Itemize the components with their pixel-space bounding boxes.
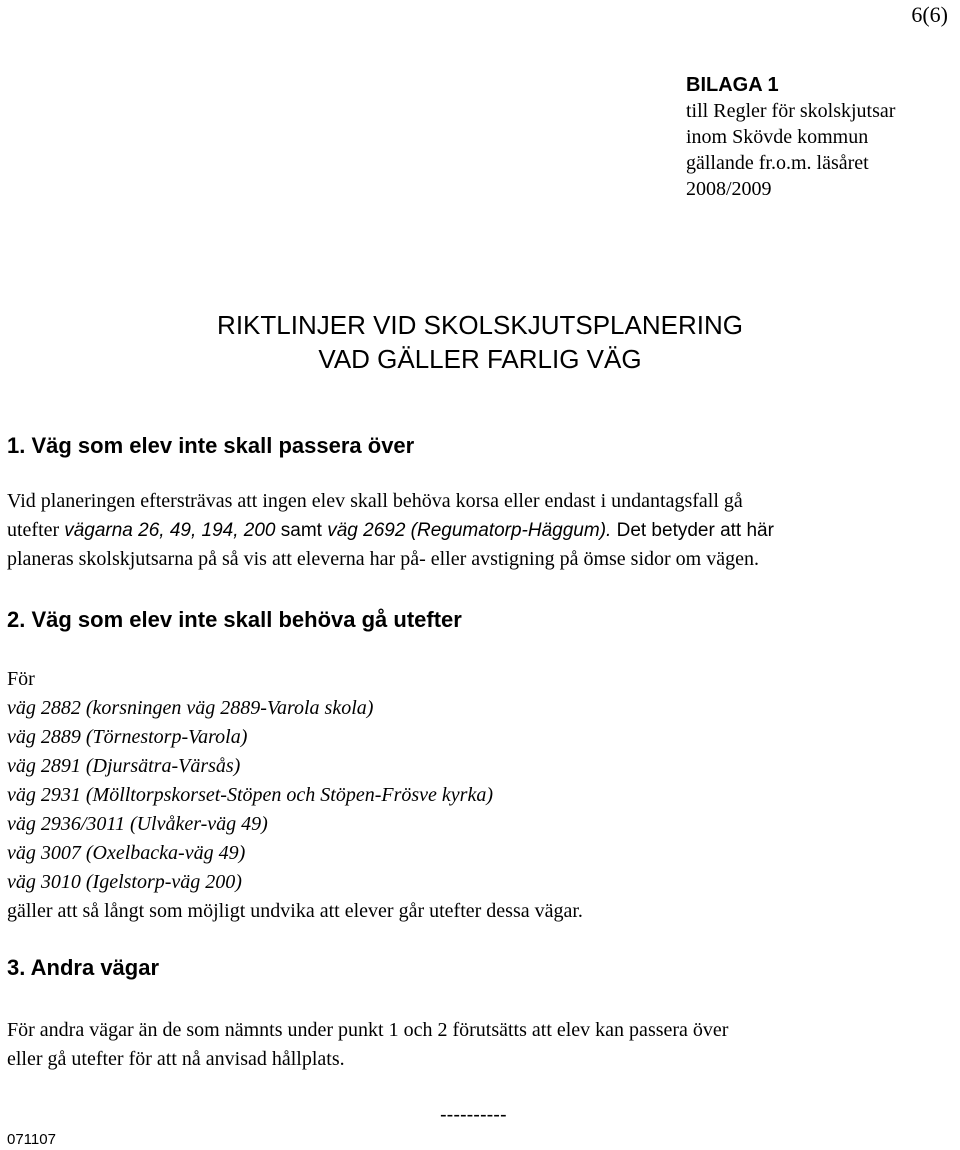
section-3-body	[7, 1016, 728, 1074]
page-title	[0, 308, 960, 376]
title-line-2: VAD GÄLLER FARLIG VÄG	[318, 344, 642, 374]
list-item: väg 2891 (Djursätra-Värsås)	[7, 755, 241, 777]
appendix-line: till Regler för skolskjutsar	[686, 100, 896, 122]
appendix-label: BILAGA 1	[686, 74, 779, 96]
list-item: väg 3007 (Oxelbacka-väg 49)	[7, 842, 246, 864]
list-item: väg 2889 (Törnestorp-Varola)	[7, 726, 248, 748]
road-list	[7, 694, 493, 897]
list-item: väg 2936/3011 (Ulvåker-väg 49)	[7, 813, 268, 835]
document-code: 071107	[7, 1131, 56, 1148]
section-3-line-1: För andra vägar än de som nämnts under punkt 1 och 2 förutsätts att elev kan passera över	[7, 1019, 729, 1041]
section-1-line-1: Vid planeringen eftersträvas att ingen elev skall behöva korsa eller endast i undantagsfall gå	[7, 490, 743, 512]
separator: ----------	[440, 1104, 507, 1126]
list-item: väg 3010 (Igelstorp-väg 200)	[7, 871, 242, 893]
section-1-line-3: planeras skolskjutsarna på så vis att eleverna har på- eller avstigning på ömse sidor om vägen.	[7, 548, 759, 570]
road-reference: väg 2692 (Regumatorp-Häggum).	[327, 520, 612, 541]
list-item: väg 2882 (korsningen väg 2889-Varola skola)	[7, 697, 374, 719]
appendix-line: inom Skövde kommun	[686, 126, 869, 148]
section-1-heading: 1. Väg som elev inte skall passera över	[7, 433, 415, 458]
appendix-line: 2008/2009	[686, 178, 772, 200]
appendix-line: gällande fr.o.m. läsåret	[686, 152, 869, 174]
appendix-block	[686, 72, 895, 202]
section-2-closing: gäller att så långt som möjligt undvika att elever går utefter dessa vägar.	[7, 900, 583, 922]
text-span: utefter	[7, 519, 65, 541]
section-2-heading: 2. Väg som elev inte skall behöva gå utefter	[7, 607, 462, 632]
road-numbers: vägarna 26, 49, 194, 200	[64, 520, 276, 541]
section-3-line-2: eller gå utefter för att nå anvisad hållplats.	[7, 1048, 345, 1070]
section-1-body	[7, 487, 774, 574]
text-span: samt	[275, 520, 328, 541]
section-1-line-2	[7, 516, 774, 545]
text-span: Det betyder att här	[611, 520, 774, 541]
section-3-heading: 3. Andra vägar	[7, 955, 160, 980]
page-number: 6(6)	[911, 2, 948, 27]
title-line-1: RIKTLINJER VID SKOLSKJUTSPLANERING	[217, 310, 743, 340]
section-2-intro: För	[7, 668, 35, 690]
list-item: väg 2931 (Mölltorpskorset-Stöpen och Stöpen-Frösve kyrka)	[7, 784, 493, 806]
